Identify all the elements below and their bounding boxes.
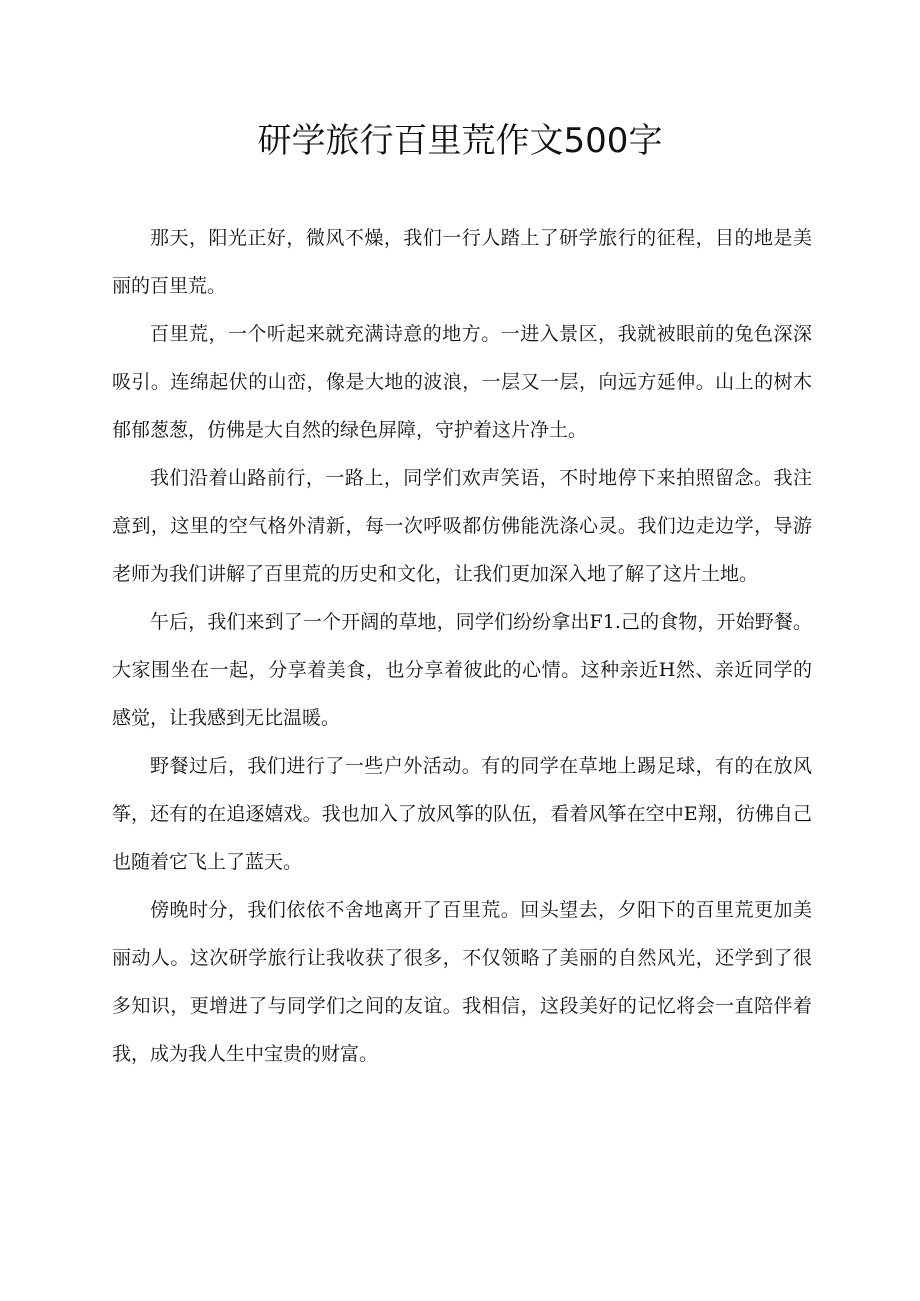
paragraph-6: 傍晚时分，我们依依不舍地离开了百里荒。回头望去，夕阳下的百里荒更加美丽动人。这次研学旅行让我收获了很多，不仅领略了美丽的自然风光，还学到了很多知识，更增进了与同学们之间的友谊。我相信，这段美好的记忆将会一直陪伴着我，成为我人生中宝贵的财富。 (112, 899, 812, 1065)
paragraph-4: 午后，我们来到了一个开阔的草地，同学们纷纷拿出F1.己的食物，开始野餐。大家围坐在一起，分享着美食，也分享着彼此的心情。这种亲近H然、亲近同学的感觉，让我感到无比温暖。 (112, 611, 812, 729)
paragraph-1: 那天，阳光正好，微风不燥，我们一行人踏上了研学旅行的征程，目的地是美丽的百里荒。 (112, 227, 812, 297)
paragraph-5: 野餐过后，我们进行了一些户外活动。有的同学在草地上踢足球，有的在放风筝，还有的在追逐嬉戏。我也加入了放风筝的队伍，看着风筝在空中E翔，彷佛自己也随着它飞上了蓝天。 (112, 755, 812, 873)
document-title: 研学旅行百里荒作文500字 (257, 121, 663, 161)
paragraph-3: 我们沿着山路前行，一路上，同学们欢声笑语，不时地停下来拍照留念。我注意到，这里的空气格外清新，每一次呼吸都仿佛能洗涤心灵。我们边走边学，导游老师为我们讲解了百里荒的历史和文化，让我们更加深入地了解了这片土地。 (112, 467, 812, 585)
document-body (112, 214, 812, 1078)
paragraph-2: 百里荒，一个听起来就充满诗意的地方。一进入景区，我就被眼前的兔色深深吸引。连绵起伏的山峦，像是大地的波浪，一层又一层，向远方延伸。山上的树木郁郁葱葱，仿佛是大自然的绿色屏障，守护着这片净土。 (112, 323, 812, 441)
